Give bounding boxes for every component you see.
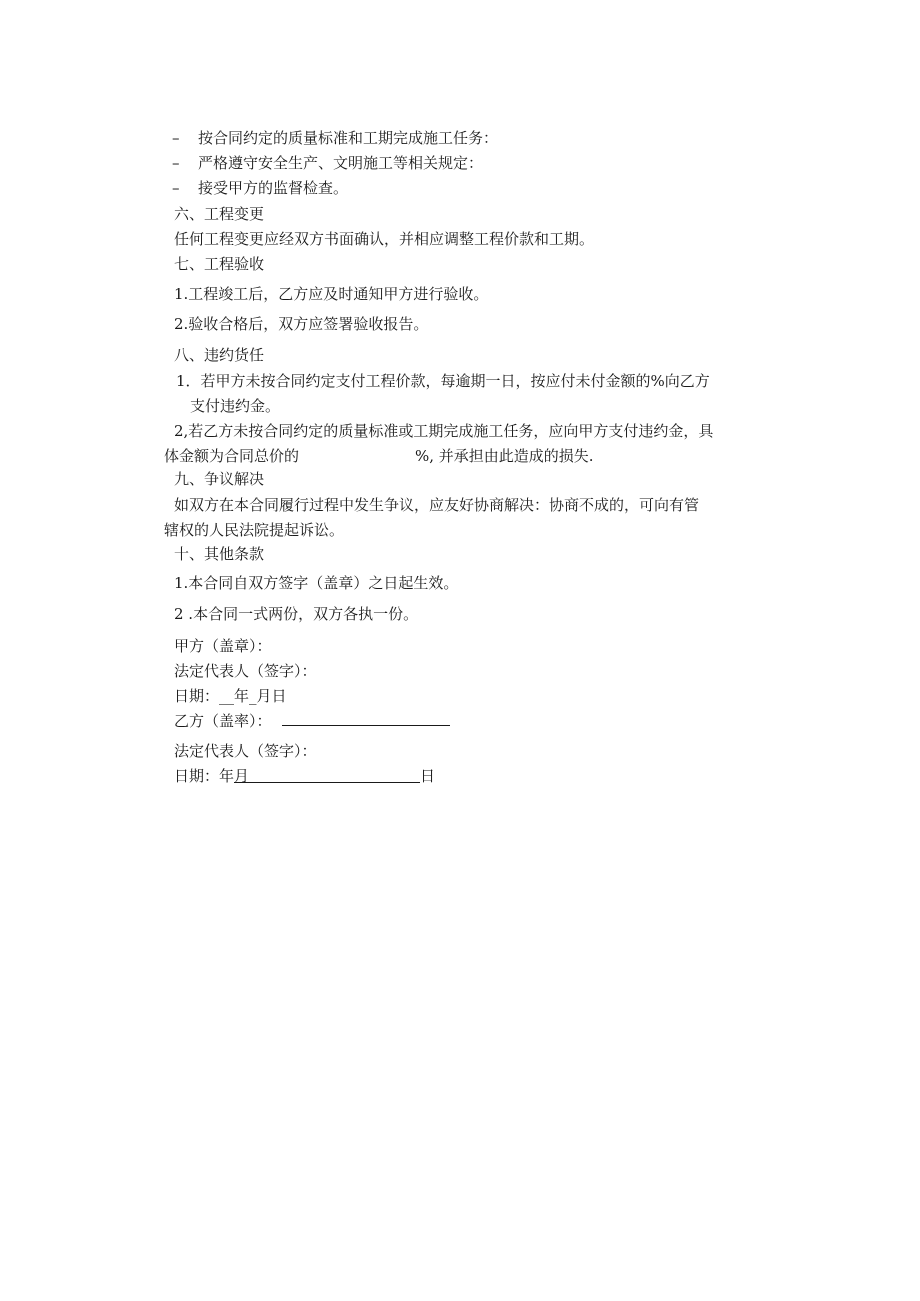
party-a-seal: 甲方（盖章）： xyxy=(174,637,272,655)
breach-text-a: 体金额为合同总价的 xyxy=(164,447,300,465)
date-prefix: 日期：年 xyxy=(174,767,235,785)
obligation-item xyxy=(172,153,483,173)
list-dash: – xyxy=(172,179,180,197)
acceptance-item-2: 2.验收合格后，双方应签署验收报告。 xyxy=(174,315,429,333)
other-item-2: 2 .本合同一式两份，双方各执一份。 xyxy=(174,605,419,623)
dispute-line1: 如双方在本合同履行过程中发生争议，应友好协商解决：协商不成的，可向有管 xyxy=(174,496,700,514)
party-a-representative: 法定代表人（签字）： xyxy=(174,662,317,680)
signature-line xyxy=(282,711,450,726)
party-b-seal-label: 乙方（盖率）： xyxy=(174,712,272,730)
section-heading-acceptance: 七、工程验收 xyxy=(174,255,265,273)
obligation-text: 接受甲方的监督检查。 xyxy=(198,179,349,197)
breach-item-2-line2 xyxy=(164,446,594,466)
obligation-text: 按合同约定的质量标准和工期完成施工任务： xyxy=(198,129,499,147)
acceptance-item-1: 1.工程竣工后，乙方应及时通知甲方进行验收。 xyxy=(174,285,489,303)
party-b-representative: 法定代表人（签字）： xyxy=(174,742,317,760)
section-heading-other: 十、其他条款 xyxy=(174,545,265,563)
section-heading-breach: 八、违约货任 xyxy=(174,346,265,364)
other-item-1: 1.本合同自双方签字（盖章）之日起生效。 xyxy=(174,574,459,592)
section-heading-dispute: 九、争议解决 xyxy=(174,470,265,488)
section-heading-change: 六、工程变更 xyxy=(174,205,265,223)
dispute-line2: 辖权的人民法院提起诉讼。 xyxy=(164,521,345,539)
list-dash: – xyxy=(172,154,180,172)
list-dash: – xyxy=(172,129,180,147)
date-month: 月 xyxy=(234,767,250,785)
date-blank-line xyxy=(234,766,420,783)
breach-item-1-line1: 1．若甲方未按合同约定支付工程价款，每逾期一日，按应付未付金额的%向乙方 xyxy=(176,372,710,390)
date-day: 日 xyxy=(420,767,436,785)
obligation-text: 严格遵守安全生产、文明施工等相关规定： xyxy=(198,154,484,172)
obligation-item xyxy=(172,178,348,198)
party-b-seal xyxy=(174,711,450,731)
breach-item-2-line1: 2,若乙方未按合同约定的质量标准或工期完成施工任务，应向甲方支付违约金，具 xyxy=(174,422,714,440)
party-b-date xyxy=(174,766,435,786)
obligation-item xyxy=(172,128,498,148)
party-a-date: 日期：__年_月日 xyxy=(174,687,287,705)
breach-text-b: %, 并承担由此造成的损失. xyxy=(415,447,594,465)
breach-item-1-line2: 支付违约金。 xyxy=(190,397,281,415)
paragraph-change: 任何工程变更应经双方书面确认，并相应调整工程价款和工期。 xyxy=(174,230,595,248)
